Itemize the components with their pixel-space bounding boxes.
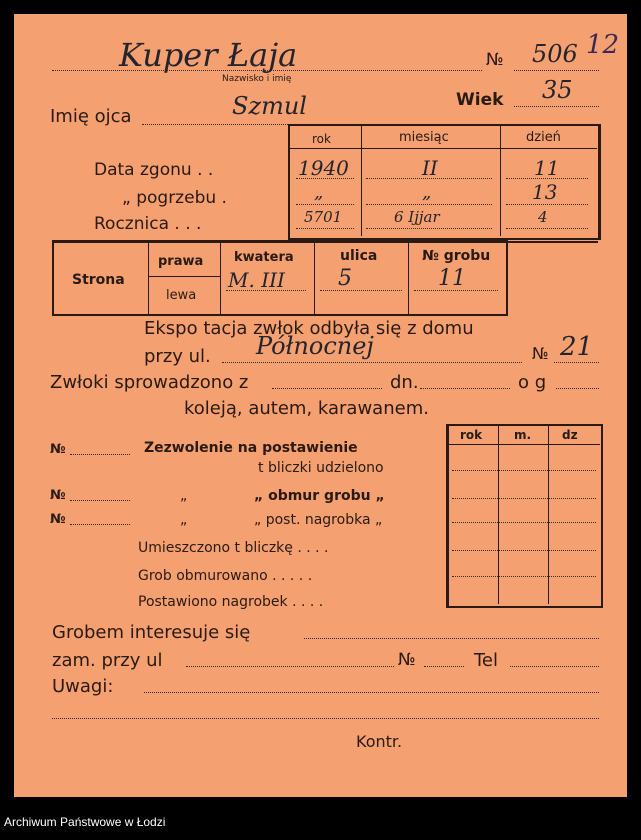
permits-grid-header-rule — [448, 444, 600, 445]
grob-value: 11 — [438, 266, 466, 291]
location-divider-strona — [148, 242, 149, 314]
location-side-rule — [149, 276, 220, 277]
grob-label: № grobu — [422, 248, 491, 264]
number-label: № — [486, 50, 504, 70]
permit-postawiono: Postawiono nagrobek . . . . — [138, 594, 324, 610]
footer-interes-line — [304, 638, 599, 639]
dates-col-rok: rok — [312, 132, 331, 146]
location-divider-side — [220, 242, 221, 314]
rocznica-miesiac: 6 Ijjar — [394, 208, 440, 226]
permit-no-2: № — [50, 488, 66, 503]
footer-no: № — [398, 650, 416, 670]
permits-grid-divider-2 — [548, 426, 549, 604]
permits-grid-divider-1 — [498, 426, 499, 604]
kwatera-value: M. III — [228, 268, 285, 292]
footer-street-line — [186, 666, 394, 667]
transport-street: Północnej — [256, 332, 374, 360]
transport-street-line — [222, 362, 522, 363]
permit-nagrobek: „ post. nagrobka „ — [254, 512, 383, 528]
strona-label: Strona — [72, 272, 125, 288]
archive-caption: Archiwum Państwowe w Łodzi — [4, 815, 166, 829]
pogrzeb-line-1 — [296, 204, 354, 205]
transport-line-4: koleją, autem, karawanem. — [184, 398, 429, 419]
number-line — [514, 70, 599, 71]
rocznica-dzien: 4 — [538, 208, 548, 226]
age-label: Wiek — [456, 90, 504, 110]
zgon-miesiac: II — [422, 156, 438, 180]
kwatera-line — [226, 290, 306, 291]
name-handwritten: Kuper Łaja — [119, 36, 298, 74]
permit-no-2-line — [70, 500, 130, 501]
location-divider-ulica — [408, 242, 409, 314]
permits-col-dz: dz — [562, 428, 578, 442]
zgon-line-3 — [506, 178, 588, 179]
name-line — [52, 70, 482, 71]
location-divider-kwatera — [314, 242, 315, 314]
permits-col-rok: rok — [460, 428, 483, 442]
ulica-value: 5 — [338, 266, 352, 291]
permit-no-3-line — [70, 524, 130, 525]
transport-line-3c: o g — [518, 372, 547, 393]
zgon-line-1 — [296, 178, 354, 179]
transport-line-1: Ekspo tacja zwłok odbyła się z domu — [144, 318, 474, 339]
footer-kontr: Kontr. — [356, 732, 403, 751]
number-extra: 12 — [586, 30, 620, 60]
dates-divider-1 — [361, 126, 362, 236]
pogrzeb-miesiac: „ — [422, 182, 432, 203]
age-handwritten: 35 — [542, 76, 573, 104]
permit-line-1: Zezwolenie na postawienie — [144, 440, 358, 456]
transport-date-line — [420, 388, 510, 389]
zgon-rok: 1940 — [298, 156, 349, 180]
dates-header-rule — [290, 148, 597, 149]
transport-hour-line — [556, 388, 599, 389]
permits-grid-row-3 — [452, 522, 596, 523]
ulica-line — [320, 290, 402, 291]
zgon-line-2 — [366, 178, 492, 179]
permits-grid-row-4 — [452, 550, 596, 551]
rocznica-line-2 — [366, 228, 492, 229]
rocznica-line-1 — [296, 228, 354, 229]
transport-no: 21 — [560, 332, 594, 362]
kwatera-label: kwatera — [234, 250, 294, 265]
father-label: Imię ojca — [50, 106, 132, 127]
footer-uwagi-line-1 — [144, 692, 599, 693]
permits-grid-row-1 — [452, 470, 596, 471]
footer-tel: Tel — [474, 650, 499, 671]
number-handwritten: 506 — [532, 40, 578, 68]
rocznica-line-3 — [506, 228, 588, 229]
row-label-pogrzeb: „ pogrzebu . — [122, 188, 227, 208]
footer-interes: Grobem interesuje się — [52, 622, 251, 643]
grob-line — [414, 290, 498, 291]
permit-no-1-line — [70, 454, 130, 455]
transport-line-3a: Zwłoki sprowadzono z — [50, 372, 249, 393]
permit-no-1: № — [50, 442, 66, 457]
permit-line-2: t bliczki udzielono — [258, 460, 384, 476]
zgon-dzien: 11 — [534, 156, 560, 180]
age-line — [514, 106, 599, 107]
transport-from-line — [272, 388, 382, 389]
permits-col-m: m. — [514, 428, 532, 442]
permits-grid-row-5 — [452, 576, 596, 577]
transport-no-line — [554, 362, 599, 363]
permit-obmurowano: Grob obmurowano . . . . . — [138, 568, 313, 584]
permit-umieszczono: Umieszczono t bliczkę . . . . — [138, 540, 329, 556]
permits-grid-row-2 — [452, 498, 596, 499]
pogrzeb-dzien: 13 — [532, 180, 558, 204]
pogrzeb-rok: „ — [314, 182, 324, 203]
permit-no-3: № — [50, 512, 66, 527]
pogrzeb-line-3 — [506, 204, 588, 205]
ulica-label: ulica — [340, 248, 378, 264]
cemetery-record-card — [14, 14, 627, 797]
rocznica-rok: 5701 — [304, 208, 343, 226]
lewa-label: lewa — [166, 288, 197, 303]
permits-grid — [446, 424, 603, 608]
dates-col-dzien: dzień — [526, 130, 561, 145]
transport-no-label: № — [532, 344, 549, 363]
name-label: Nazwisko i imię — [222, 74, 292, 84]
footer-uwagi: Uwagi: — [52, 676, 114, 697]
footer-no-line — [424, 666, 464, 667]
prawa-label: prawa — [158, 254, 204, 269]
footer-uwagi-line-2 — [52, 718, 599, 719]
permit-ditto-1: „ — [180, 488, 188, 504]
transport-street-label: przy ul. — [144, 346, 211, 367]
dates-col-miesiac: miesiąc — [399, 130, 449, 145]
permit-ditto-2: „ — [180, 512, 188, 528]
pogrzeb-line-2 — [366, 204, 492, 205]
transport-line-3b: dn. — [390, 372, 419, 393]
location-top-rule — [52, 241, 598, 243]
footer-zam: zam. przy ul — [52, 650, 163, 671]
dates-divider-2 — [500, 126, 501, 236]
permit-obmur: „ obmur grobu „ — [254, 488, 385, 504]
row-label-rocznica: Rocznica . . . — [94, 214, 202, 234]
father-handwritten: Szmul — [232, 92, 307, 120]
footer-tel-line — [510, 666, 599, 667]
row-label-zgon: Data zgonu . . — [94, 160, 214, 180]
